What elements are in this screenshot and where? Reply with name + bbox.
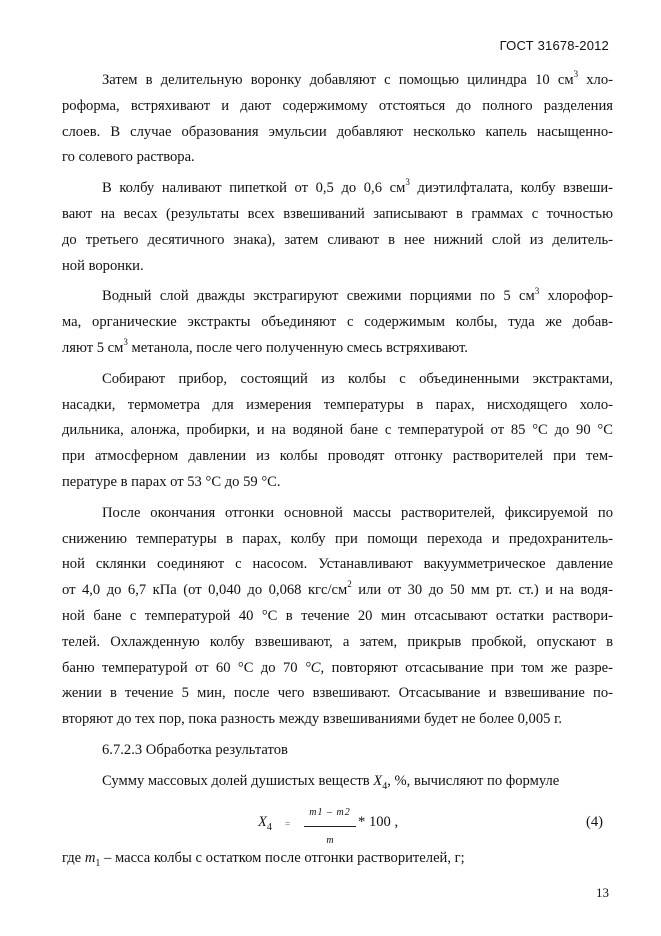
where-clause: где $m_1$ – масса колбы с остатком после отгонки растворителей, г;	[62, 849, 465, 869]
p1-line-1b: хло-	[578, 72, 613, 88]
p4-line-1: Собирают прибор, состоящий из колбы с объединенными экстрактами,	[102, 370, 613, 387]
p3-line-3b: метанола, после чего полученную смесь встряхивают.	[127, 339, 468, 356]
formula-fraction	[304, 800, 356, 855]
var-m: m	[84, 849, 96, 866]
p1-line-1a: Затем в делительную воронку добавляют с помощью цилиндра 10 см	[102, 72, 574, 88]
p5-line-6: телей. Охлажденную колбу взвешивают, а затем, прикрыв пробкой, опускают в	[62, 633, 613, 650]
p5-line-4b: или от 30 до 50 мм рт. ст.) и на водя-	[351, 582, 614, 599]
p5-line-3: ной склянки соединяют с насосом. Устанавливают вакуумметрическое давление	[62, 556, 613, 573]
p1-line-3: слоев. В случае образования эмульсии добавляют несколько капель насыщенно-	[62, 123, 613, 140]
p4-line-4: при атмосферном давлении из колбы проводят отгонку растворителей при тем-	[62, 448, 613, 465]
formula-intro: Сумму массовых долей душистых веществ $X_4$, %, вычисляют по формуле	[102, 772, 560, 792]
p4-line-3: дильника, алонжа, пробирки, и на водяной бане с температурой от 85 °С до 90 °С	[62, 422, 613, 439]
formula-equals: =	[285, 818, 291, 829]
document-body	[62, 68, 613, 876]
section-heading: 6.7.2.3 Обработка результатов	[102, 741, 288, 758]
paragraph-1	[62, 68, 613, 171]
var-x: X	[373, 772, 383, 789]
p3-line-1a: Водный слой дважды экстрагируют свежими порциями по 5 см	[102, 288, 535, 305]
document-number: ГОСТ 31678-2012	[499, 38, 609, 53]
page-number: 13	[596, 885, 609, 900]
p2-sup: 3	[405, 177, 410, 188]
paragraph-4	[62, 367, 613, 496]
paragraph-5	[62, 501, 613, 733]
p3-sup-1: 3	[534, 285, 540, 296]
p2-line-1b: диэтилфталата, колбу взвеши-	[409, 180, 613, 197]
p5-line-9: вторяют до тех пор, пока разность между взвешиваниями будет не более 0,005 г.	[62, 711, 563, 728]
p1-line-4: го солевого раствора.	[62, 149, 195, 166]
p5-line-4a: от 4,0 до 6,7 кПа (от 0,040 до 0,068 кгс/см	[62, 582, 348, 599]
p2-line-4: ной воронки.	[62, 257, 144, 274]
p4-line-5: пературе в парах от 53 °С до 59 °С.	[62, 473, 281, 490]
p5-line-7b: повторяют отсасывание при том же разре-	[324, 659, 613, 676]
p2-line-2: вают на весах (результаты всех взвешиваний записывают в граммах с точностью	[62, 205, 613, 222]
p5-line-2: снижению температуры в парах, колбу при помощи перехода и предохранитель-	[62, 530, 613, 547]
p5-sup: 2	[347, 579, 352, 590]
p2-line-1a: В колбу наливают пипеткой от 0,5 до 0,6 см	[102, 180, 406, 197]
formula-row	[62, 800, 613, 847]
p3-sup-2: 3	[123, 337, 128, 348]
p5-line-7-italic: °С,	[304, 659, 325, 676]
formula-denominator: m	[326, 835, 334, 847]
p1-sup: 3	[573, 69, 579, 80]
p2-line-3: до третьего десятичного знака), затем сливают в нее нижний слой из делитель-	[62, 231, 613, 248]
p3-line-2: ма, органические экстракты объединяют с содержимым колбы, туда же добав-	[62, 314, 613, 331]
paragraph-3	[62, 284, 613, 361]
p3-line-3a: ляют 5 см	[62, 339, 124, 356]
p5-line-5: ной бане с температурой 40 °С в течение 20 мин отсасывают остатки раствори-	[62, 607, 613, 624]
formula-numerator: m1 – m2	[304, 800, 356, 828]
paragraph-2	[62, 176, 613, 279]
formula-operator: * 100 ,	[358, 813, 399, 830]
p3-line-1b: хлорофор-	[539, 288, 614, 305]
p5-line-1: После окончания отгонки основной массы растворителей, фиксируемой по	[102, 504, 613, 521]
p4-line-2: насадки, термометра для измерения температуры в парах, нисходящего холо-	[62, 396, 613, 413]
p5-line-8: жении в течение 5 мин, после чего взвешивают. Отсасывание и взвешивание по-	[62, 685, 613, 702]
p1-line-2: роформа, встряхивают и дают содержимому отстояться до полного разделения	[62, 97, 613, 114]
formula-number: (4)	[585, 813, 603, 830]
p5-line-7a: баню температурой от 60 °С до 70	[62, 659, 305, 676]
formula-lhs: $X_4$	[258, 813, 272, 833]
